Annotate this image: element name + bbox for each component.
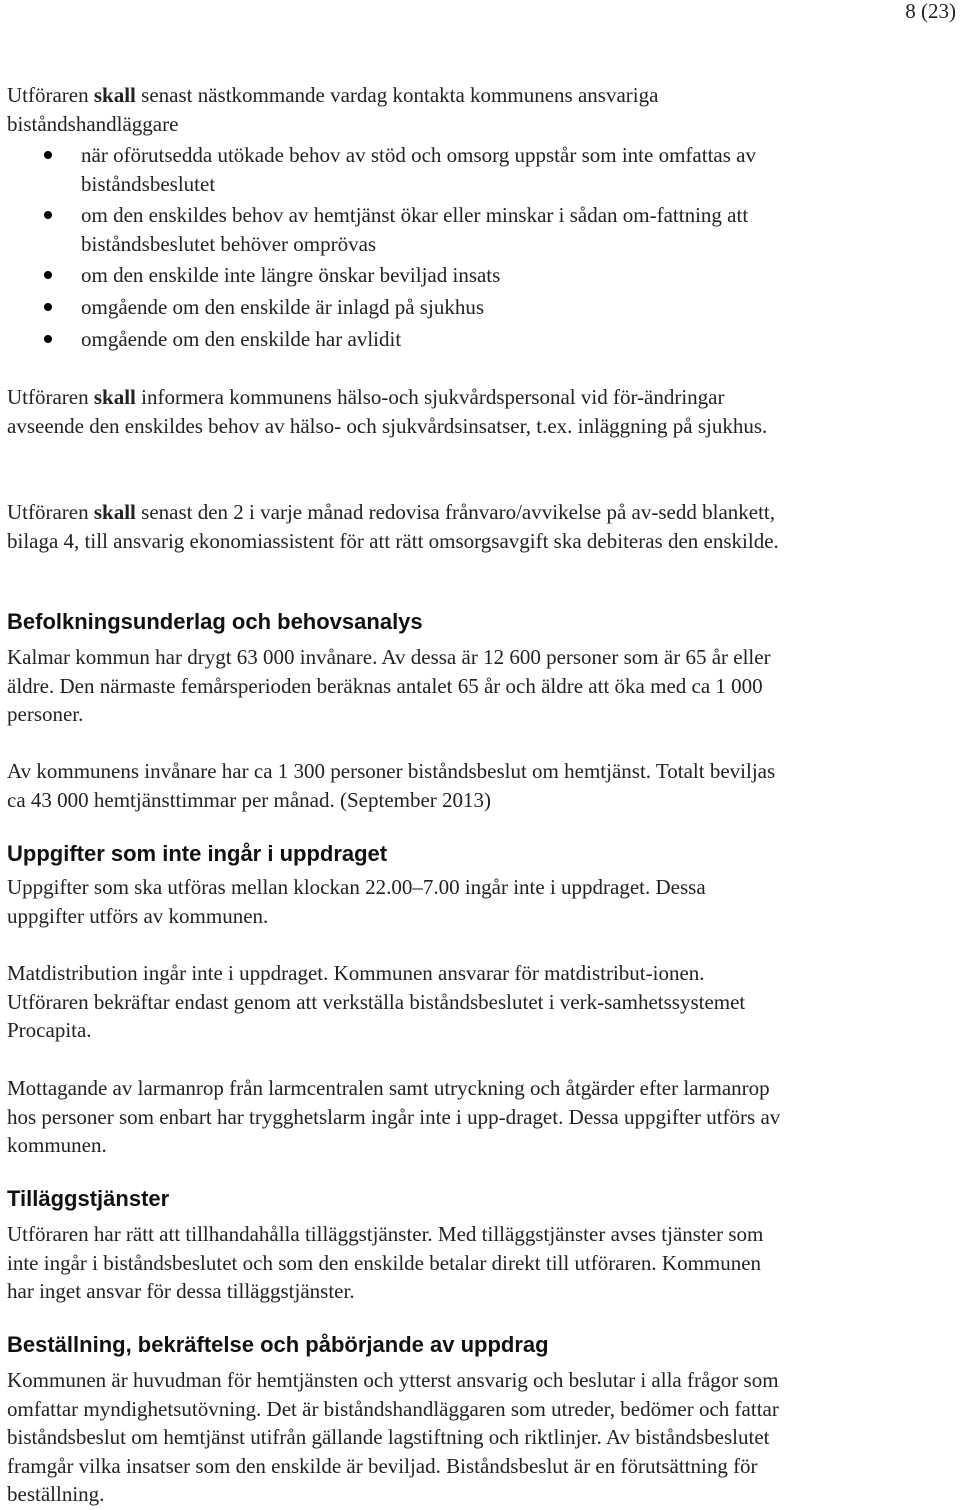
list-item: om den enskilde inte längre önskar beviljad insats xyxy=(7,261,787,290)
intro-paragraph xyxy=(7,81,787,138)
list-item: omgående om den enskilde är inlagd på sjukhus xyxy=(7,293,787,322)
page-number: 8 (23) xyxy=(905,0,956,23)
bullet-icon xyxy=(44,271,52,279)
bullet-icon xyxy=(44,335,52,343)
report-emphasis: skall xyxy=(93,500,136,524)
uppgifter-paragraph-1: Uppgifter som ska utföras mellan klockan 22.00–7.00 ingår inte i uppdraget. Dessa uppgifter utförs av kommunen. xyxy=(7,875,706,928)
inform-emphasis: skall xyxy=(93,385,136,409)
notification-bullet-list xyxy=(7,141,787,356)
heading-tillaggstjanster: Tilläggstjänster xyxy=(7,1186,170,1211)
uppgifter-paragraph-2: Matdistribution ingår inte i uppdraget. Kommunen ansvarar för matdistribut-ionen. Utföraren bekräftar endast genom att verkställa biståndsbeslutet i verk-samhetssystemet Procapita. xyxy=(7,961,746,1043)
list-item: om den enskildes behov av hemtjänst ökar eller minskar i sådan om-fattning att biståndsbeslutet behöver omprövas xyxy=(7,201,787,258)
heading-befolkningsunderlag: Befolkningsunderlag och behovsanalys xyxy=(7,609,423,634)
heading-bestallning: Beställning, bekräftelse och påbörjande av uppdrag xyxy=(7,1332,549,1357)
inform-paragraph: Utföraren skall informera kommunens hälso-och sjukvårdspersonal vid för-ändringar avseende den enskildes behov av hälso- och sjukvårdsinsatser, t.ex. inläggning på sjukhus. xyxy=(7,385,768,438)
list-item: när oförutsedda utökade behov av stöd och omsorg uppstår som inte omfattas av biståndsbeslutet xyxy=(7,141,787,198)
befolkning-paragraph-1: Kalmar kommun har drygt 63 000 invånare. Av dessa är 12 600 personer som är 65 år eller äldre. Den närmaste femårsperioden beräknas antalet 65 år och äldre att öka med ca 1 000 personer. xyxy=(7,645,771,727)
bestallning-paragraph: Kommunen är huvudman för hemtjänsten och ytterst ansvarig och beslutar i alla frågor som omfattar myndighetsutövning. Det är biståndshandläggaren som utreder, bedömer och fattar biståndsbeslut om hemtjänst utifrån gällande lagstiftning och riktlinjer. Av biståndsbeslutet framgår vilka insatser som den enskilde är beviljad. Biståndsbeslut är en förutsättning för beställning. xyxy=(7,1368,779,1507)
bullet-icon xyxy=(44,211,52,219)
intro-lead: Utföraren xyxy=(7,83,89,107)
report-paragraph: Utföraren skall senast den 2 i varje månad redovisa frånvaro/avvikelse på av-sedd blankett, bilaga 4, till ansvarig ekonomiassistent för att rätt omsorgsavgift ska debiteras den enskilde. xyxy=(7,500,779,553)
bullet-icon xyxy=(44,151,52,159)
intro-emphasis: skall xyxy=(93,83,136,107)
uppgifter-paragraph-3: Mottagande av larmanrop från larmcentralen samt utryckning och åtgärder efter larmanrop hos personer som enbart har trygghetslarm ingår inte i upp-draget. Dessa uppgifter utförs av kommunen. xyxy=(7,1076,781,1158)
tillagg-paragraph: Utföraren har rätt att tillhandahålla tilläggstjänster. Med tilläggstjänster avses tjänster som inte ingår i biståndsbeslutet och som den enskilde betalar direkt till utföraren. Kommunen har inget ansvar för dessa tilläggstjänster. xyxy=(7,1222,764,1304)
heading-uppgifter: Uppgifter som inte ingår i uppdraget xyxy=(7,841,388,866)
befolkning-paragraph-2: Av kommunens invånare har ca 1 300 personer biståndsbeslut om hemtjänst. Totalt beviljas ca 43 000 hemtjänsttimmar per månad. (September 2013) xyxy=(7,759,776,812)
list-item: omgående om den enskilde har avlidit xyxy=(7,325,787,354)
bullet-icon xyxy=(44,303,52,311)
intro-rest: senast nästkommande vardag kontakta kommunens ansvariga biståndshandläggare xyxy=(7,83,659,136)
